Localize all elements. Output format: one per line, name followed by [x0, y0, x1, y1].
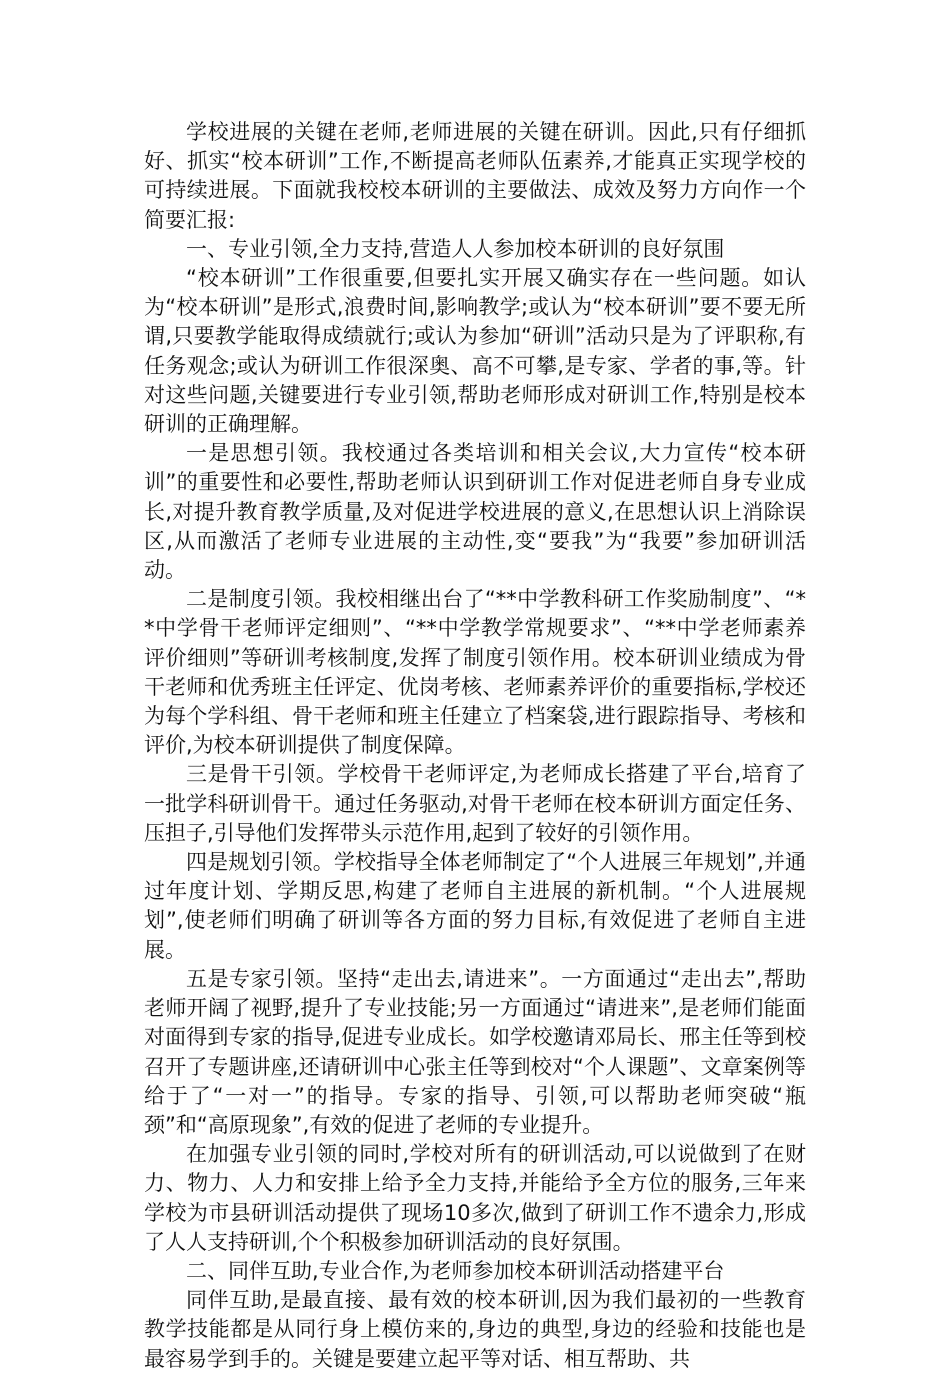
- paragraph-peer-help: 同伴互助,是最直接、最有效的校本研训,因为我们最初的一些教育教学技能都是从同行身上模仿来的,身边的典型,身边的经验和技能也是最容易学到手的。关键是要建立起平等对话、相互帮助、共: [144, 1288, 806, 1371]
- section-heading-2: 二、同伴互助,专业合作,为老师参加校本研训活动搭建平台: [186, 1258, 725, 1283]
- paragraph-expert-guidance: 五是专家引领。坚持“走出去,请进来”。一方面通过“走出去”,帮助老师开阔了视野,提升了专业技能;另一方面通过“请进来”,是老师们能面对面得到专家的指导,促进专业成长。如学校邀请邓局长、邢主任等到校召开了专题讲座,还请研训中心张主任等到校对“个人课题”、文章案例等给于了“一对一”的指导。专家的指导、引领,可以帮助老师突破“瓶颈”和“高原现象”,有效的促进了老师的专业提升。: [144, 966, 806, 1137]
- paragraph-system-guidance: 二是制度引领。我校相继出台了“**中学教科研工作奖励制度”、“**中学骨干老师评定细则”、“**中学教学常规要求”、“**中学老师素养评价细则”等研训考核制度,发挥了制度引领作用。校本研训业绩成为骨干老师和优秀班主任评定、优岗考核、老师素养评价的重要指标,学校还为每个学科组、骨干老师和班主任建立了档案袋,进行跟踪指导、考核和评价,为校本研训提供了制度保障。: [144, 587, 806, 758]
- paragraph-intro: 学校进展的关键在老师,老师进展的关键在研训。因此,只有仔细抓好、抓实“校本研训”工作,不断提高老师队伍素养,才能真正实现学校的可持续进展。下面就我校校本研训的主要做法、成效及努力方向作一个简要汇报:: [144, 120, 806, 232]
- document-body: [144, 118, 806, 1374]
- paragraph-backbone-guidance: 三是骨干引领。学校骨干老师评定,为老师成长搭建了平台,培育了一批学科研训骨干。通过任务驱动,对骨干老师在校本研训方面定任务、压担子,引导他们发挥带头示范作用,起到了较好的引领作用。: [144, 762, 806, 845]
- paragraph-support: 在加强专业引领的同时,学校对所有的研训活动,可以说做到了在财力、物力、人力和安排上给予全力支持,并能给予全方位的服务,三年来学校为市县研训活动提供了现场10多次,做到了研训工作不遗余力,形成了人人支持研训,个个积极参加研训活动的良好氛围。: [144, 1142, 806, 1254]
- paragraph-thought-guidance: 一是思想引领。我校通过各类培训和相关会议,大力宣传“校本研训”的重要性和必要性,帮助老师认识到研训工作对促进老师自身专业成长,对提升教育教学质量,及对促进学校进展的意义,在思想认识上消除误区,从而激活了老师专业进展的主动性,变“要我”为“我要”参加研训活动。: [144, 441, 806, 583]
- paragraph-planning-guidance: 四是规划引领。学校指导全体老师制定了“个人进展三年规划”,并通过年度计划、学期反思,构建了老师自主进展的新机制。“个人进展规划”,使老师们明确了研训等各方面的努力目标,有效促进了老师自主进展。: [144, 850, 806, 962]
- section-heading-1: 一、专业引领,全力支持,营造人人参加校本研训的良好氛围: [186, 236, 725, 261]
- paragraph-problems: “校本研训”工作很重要,但要扎实开展又确实存在一些问题。如认为“校本研训”是形式,浪费时间,影响教学;或认为“校本研训”要不要无所谓,只要教学能取得成绩就行;或认为参加“研训”活动只是为了评职称,有任务观念;或认为研训工作很深奥、高不可攀,是专家、学者的事,等。针对这些问题,关键要进行专业引领,帮助老师形成对研训工作,特别是校本研训的正确理解。: [144, 266, 806, 437]
